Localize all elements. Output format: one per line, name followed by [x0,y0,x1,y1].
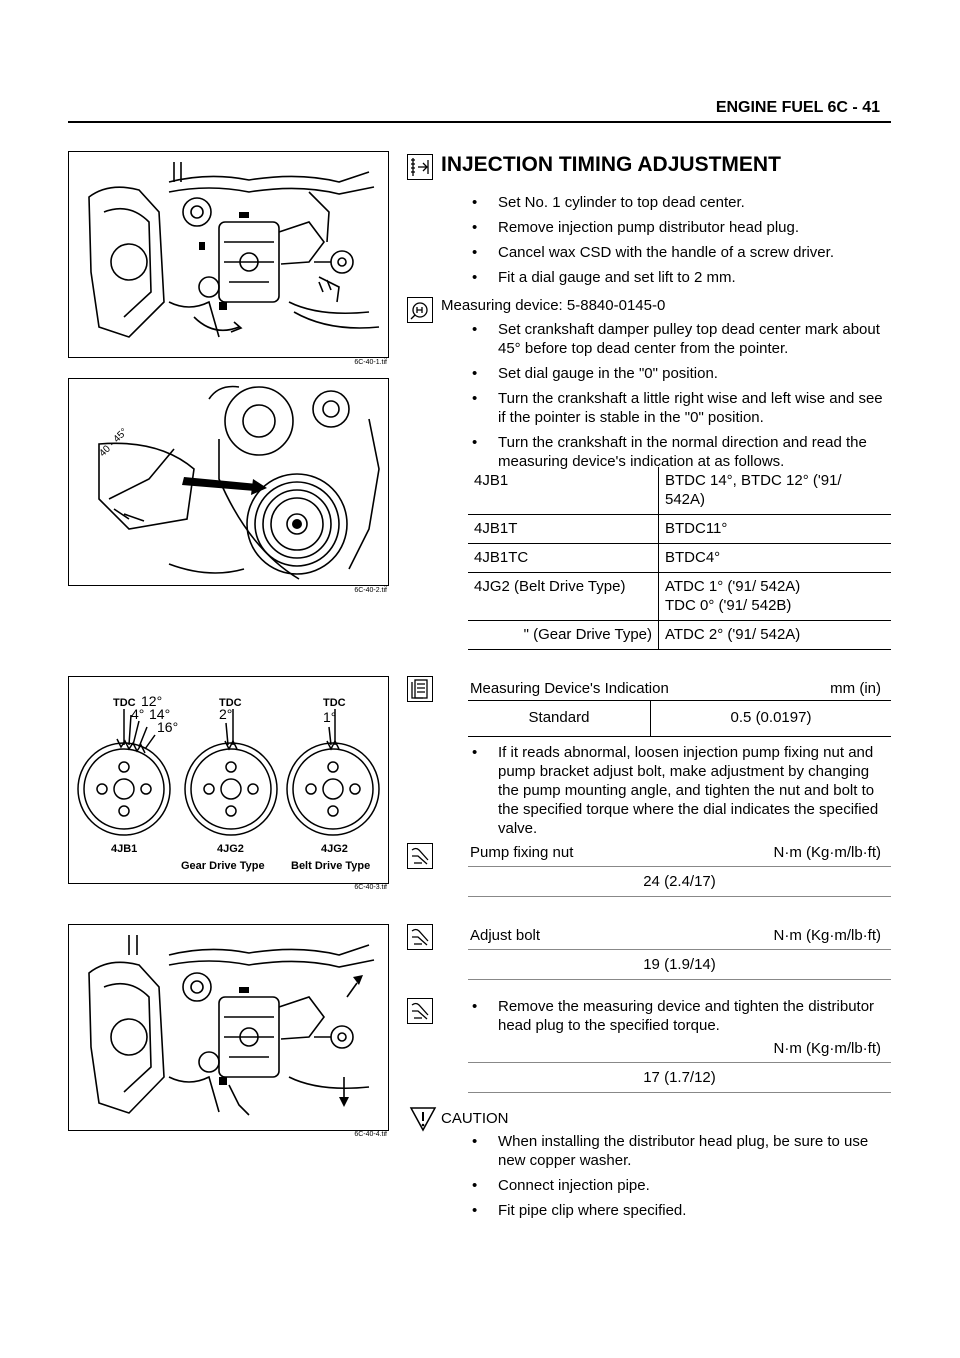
table-cell: ATDC 1° ('91/ 542A) TDC 0° ('91/ 542B) [659,573,892,621]
figure-caption: 6C-40-2.tif [354,587,387,594]
list-item: • Connect injection pipe. [468,1176,888,1195]
adjustment-icon [407,154,433,180]
torque-value: 19 (1.9/14) [643,956,716,973]
list-item: • Remove injection pump distributor head plug. [468,218,888,237]
table-cell: " (Gear Drive Type) [468,621,659,650]
angle-12: 12° [141,693,163,709]
list-item: • Turn the crankshaft a little right wise and left wise and see if the pointer is stable in the "0" position. [468,389,888,427]
tdc-label: TDC [323,697,346,709]
torque-unit: N·m (Kg·m/lb·ft) [773,1040,881,1057]
figure-pump-removal [68,924,389,1131]
torque-label: Adjust bolt [470,927,541,944]
belt-drive-type-label: Belt Drive Type [291,860,371,872]
list-item: • Remove the measuring device and tighten the distributor head plug to the specified torque. [468,997,888,1035]
specification-icon [407,676,433,702]
list-item: • Turn the crankshaft in the normal direction and read the measuring device's indication at as follows. [468,433,888,471]
table-row [468,573,891,621]
table-cell: 4JB1TC [468,544,659,573]
page-header: ENGINE FUEL 6C - 41 [715,99,880,116]
indication-row [468,700,891,737]
torque-wrench-icon [407,924,433,950]
standard-value: 0.5 (0.0197) [730,709,812,726]
section-title: INJECTION TIMING ADJUSTMENT [441,153,781,176]
steps-list [468,320,888,477]
pulley-label-4jb1: 4JB1 [111,843,138,855]
angle-16: 16° [157,719,179,735]
table-rule [468,896,891,897]
list-item: • Set No. 1 cylinder to top dead center. [468,193,888,212]
indication-label: Measuring Device's Indication [470,680,669,697]
table-rule [468,949,891,950]
caution-list [468,1132,888,1226]
measuring-device-text: Measuring device: 5-8840-0145-0 [441,297,666,314]
figure-timing-marks [68,676,389,884]
standard-label: Standard [528,709,590,726]
table-row [468,515,891,544]
table-rule [468,866,891,867]
steps-list [468,743,888,844]
steps-list [468,193,888,293]
figure-damper-pulley [68,378,389,586]
table-cell: BTDC4° [659,544,892,573]
torque-unit: N·m (Kg·m/lb·ft) [773,927,881,944]
caution-title: CAUTION [441,1110,509,1127]
steps-list [468,997,888,1041]
figure-caption: 6C-40-4.tif [354,1131,387,1138]
table-rule [468,979,891,980]
table-rule [468,1062,891,1063]
list-item: • Cancel wax CSD with the handle of a screw driver. [468,243,888,262]
torque-value: 17 (1.7/12) [643,1069,716,1086]
gear-drive-type-label: Gear Drive Type [181,860,265,872]
list-item: • When installing the distributor head plug, be sure to use new copper washer. [468,1132,888,1170]
table-row [468,467,891,515]
pulley-label-4jg2-belt: 4JG2 [321,843,348,855]
torque-unit: N·m (Kg·m/lb·ft) [773,844,881,861]
header-rule [68,121,891,123]
torque-value: 24 (2.4/17) [643,873,716,890]
table-cell: BTDC11° [659,515,892,544]
table-cell: 4JB1T [468,515,659,544]
list-item: • Fit a dial gauge and set lift to 2 mm. [468,268,888,287]
table-row [468,621,891,650]
angle-4: 4° [131,706,145,722]
torque-label: Pump fixing nut [470,844,574,861]
figure-caption: 6C-40-3.tif [354,884,387,891]
list-item: • If it reads abnormal, loosen injection pump fixing nut and pump bracket adjust bolt, make adjustment by changing the pump mounting angle, and tighten the nut and bolt to the specified torque where the dial indicates the specified valve. [468,743,888,838]
table-rule [468,1092,891,1093]
torque-wrench-icon [407,998,433,1024]
special-tool-icon [407,297,433,323]
list-item: • Fit pipe clip where specified. [468,1201,888,1220]
angle-2: 2° [219,706,233,722]
table-cell: ATDC 2° ('91/ 542A) [659,621,892,650]
table-row [468,544,891,573]
tdc-label: TDC [219,697,242,709]
table-cell: 4JG2 (Belt Drive Type) [468,573,659,621]
caution-icon [409,1106,437,1132]
list-item: • Set crankshaft damper pulley top dead center mark about 45° before top dead center from the pointer. [468,320,888,358]
list-item: • Set dial gauge in the "0" position. [468,364,888,383]
tdc-label: TDC [113,697,136,709]
indication-unit: mm (in) [830,680,881,697]
angle-label: 40 - 45° [97,426,130,460]
table-cell: BTDC 14°, BTDC 12° ('91/ 542A) [659,467,892,515]
table-cell: 4JB1 [468,467,659,515]
timing-table [468,467,891,650]
angle-1: 1° [323,709,337,725]
figure-pump-dial-gauge [68,151,389,358]
figure-caption: 6C-40-1.tif [354,359,387,366]
pulley-label-4jg2-gear: 4JG2 [217,843,244,855]
angle-14: 14° [149,706,171,722]
torque-wrench-icon [407,843,433,869]
